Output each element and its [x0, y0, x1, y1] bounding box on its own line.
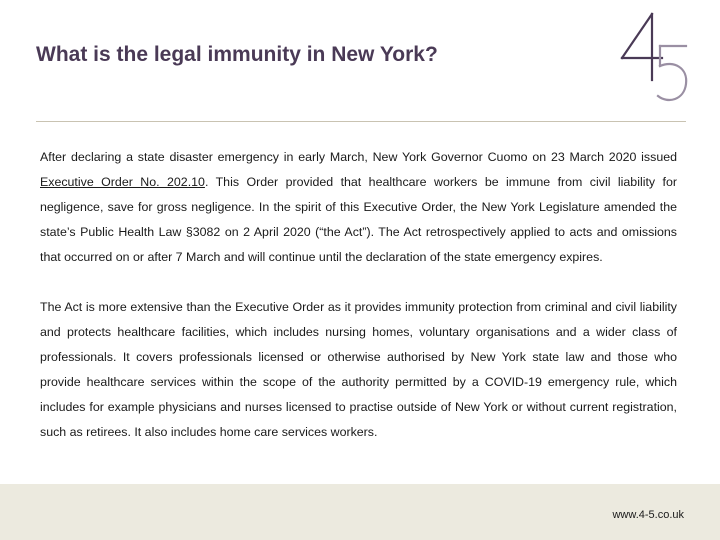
- slide-title: What is the legal immunity in New York?: [36, 43, 438, 66]
- paragraph-1-intro: After declaring a state disaster emergency in early March, New York Governor Cuomo on 23 March 2020 issued: [40, 150, 677, 164]
- logo-four: [622, 14, 662, 80]
- paragraph-1: [40, 145, 677, 270]
- logo-five: [658, 46, 686, 100]
- body-text: [40, 145, 677, 470]
- footer-url: www.4-5.co.uk: [612, 509, 684, 521]
- logo-text: 45: [612, 8, 614, 9]
- executive-order-link[interactable]: Executive Order No. 202.10: [40, 175, 205, 189]
- firm-logo: [612, 8, 696, 108]
- paragraph-1-rest: . This Order provided that healthcare workers be immune from civil liability for negligence, save for gross negligence. In the spirit of this Executive Order, the New York Legislature amended the state’s Public Health Law §3082 on 2 April 2020 (“the Act”). The Act retrospectively applied to acts and omissions that occurred on or after 7 March and will continue until the declaration of the state emergency expires.: [40, 175, 678, 264]
- divider: [36, 121, 686, 122]
- footer-band: [0, 484, 720, 540]
- paragraph-2: The Act is more extensive than the Executive Order as it provides immunity protection from criminal and civil liability and protects healthcare facilities, which includes nursing homes, voluntary organisations and a wider class of professionals. It covers professionals licensed or otherwise authorised by New York state law and those who provide healthcare services within the scope of the authority permitted by a COVID-19 emergency rule, which includes for example physicians and nurses licensed to practise outside of New York or without current registration, such as retirees. It also includes home care services workers.: [40, 300, 677, 439]
